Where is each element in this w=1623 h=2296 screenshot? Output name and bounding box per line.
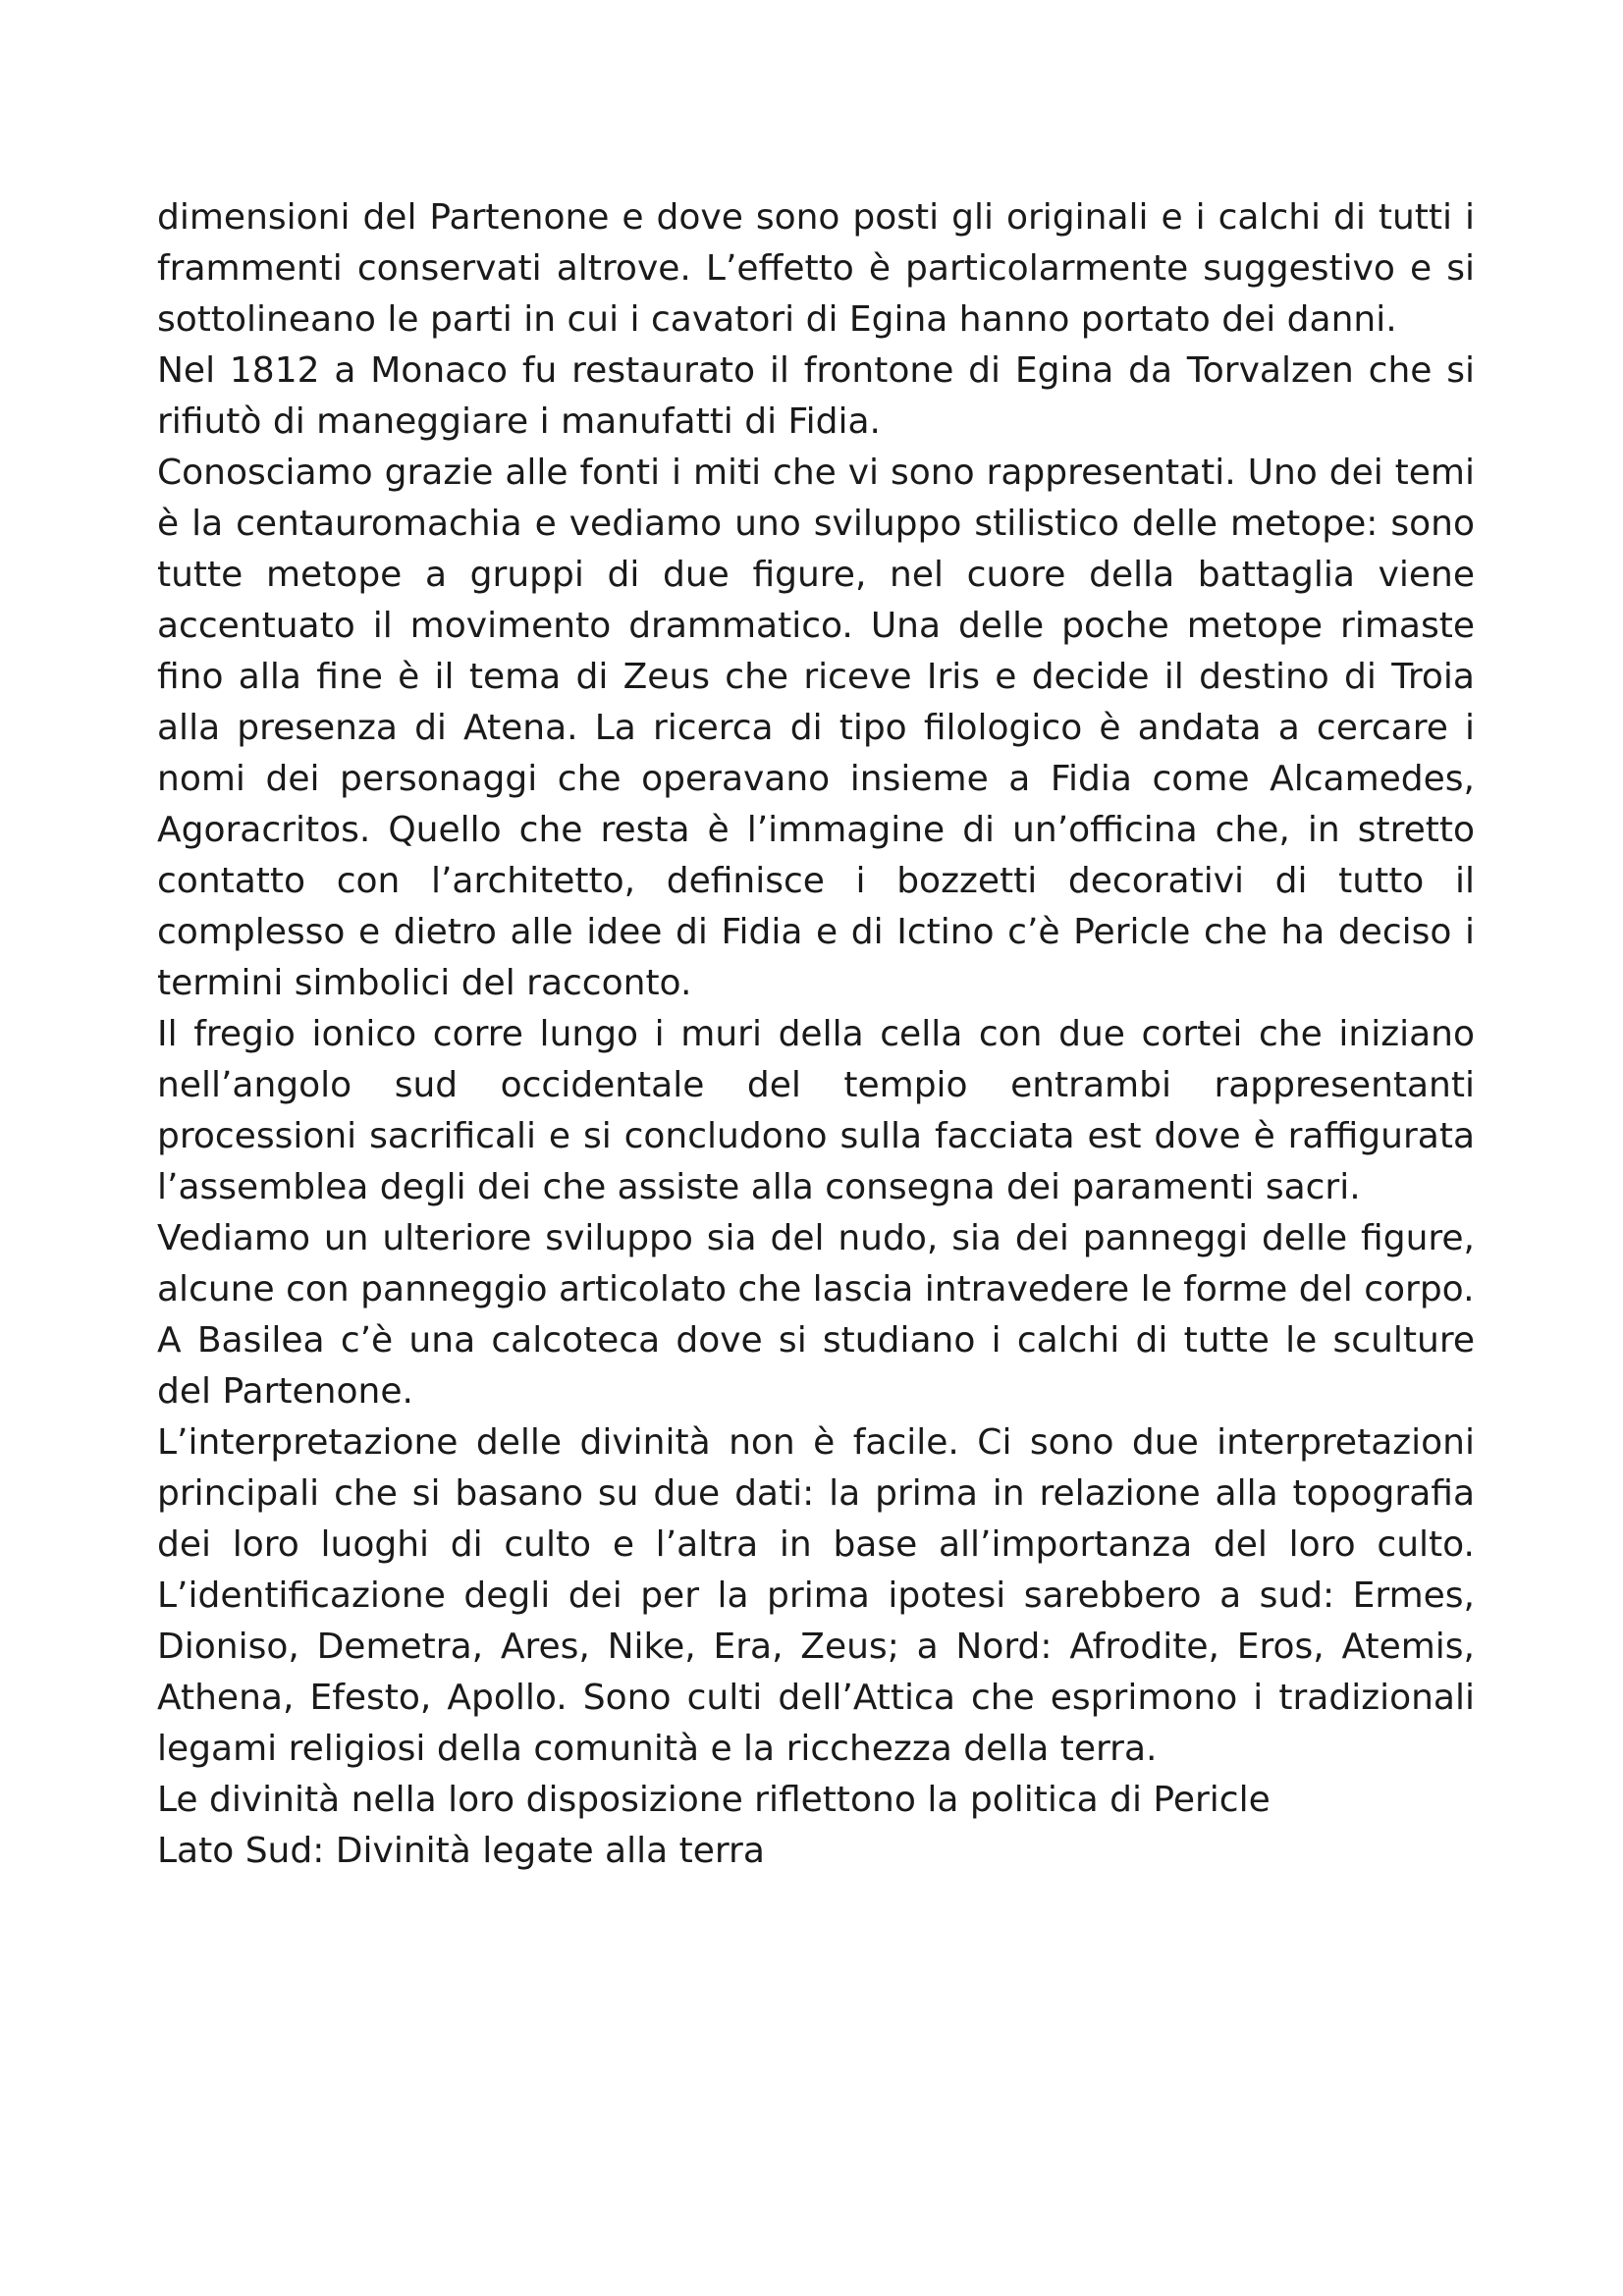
body-text bbox=[157, 192, 1475, 1877]
paragraph-ionic-frieze: Il fregio ionico corre lungo i muri della cella con due cortei che iniziano nell’angolo sud occidentale del tempio entrambi rappresentanti processioni sacrificali e si concludono sulla facciata est dove è raffigurata l’assemblea degli dei che assiste alla consegna dei paramenti sacri. bbox=[157, 1014, 1475, 1207]
paragraph-partenone-dimensions: dimensioni del Partenone e dove sono posti gli originali e i calchi di tutti i frammenti conservati altrove. L’effetto è particolarmente suggestivo e si sottolineano le parti in cui i cavatori di Egina hanno portato dei danni. bbox=[157, 197, 1475, 340]
paragraph-divinity-interpretation: L’interpretazione delle divinità non è facile. Ci sono due interpretazioni principali che si basano su due dati: la prima in relazione alla topografia dei loro luoghi di culto e l’altra in base all’importanza del loro culto. L’identificazione degli dei per la prima ipotesi sarebbero a sud: Ermes, Dioniso, Demetra, Ares, Nike, Era, Zeus; a Nord: Afrodite, Eros, Atemis, Athena, Efesto, Apollo. Sono culti dell’Attica che esprimono i tradizionali legami religiosi della comunità e la ricchezza della terra. bbox=[157, 1422, 1475, 1769]
paragraph-metope-myths: Conosciamo grazie alle fonti i miti che vi sono rappresentati. Uno dei temi è la centauromachia e vediamo uno sviluppo stilistico delle metope: sono tutte metope a gruppi di due figure, nel cuore della battaglia viene accentuato il movimento drammatico. Una delle poche metope rimaste fino alla fine è il tema di Zeus che riceve Iris e decide il destino di Troia alla presenza di Atena. La ricerca di tipo filologico è andata a cercare i nomi dei personaggi che operavano insieme a Fidia come Alcamedes, Agoracritos. Quello che resta è l’immagine di un’officina che, in stretto contatto con l’architetto, definisce i bozzetti decorativi di tutto il complesso e dietro alle idee di Fidia e di Ictino c’è Pericle che ha deciso i termini simbolici del racconto. bbox=[157, 453, 1475, 1003]
paragraph-pericle-politics: Le divinità nella loro disposizione riflettono la politica di Pericle bbox=[157, 1780, 1271, 1820]
paragraph-drapery-development: Vediamo un ulteriore sviluppo sia del nudo, sia dei panneggi delle figure, alcune con panneggio articolato che lascia intravedere le forme del corpo. bbox=[157, 1218, 1475, 1309]
paragraph-basilea-calcoteca: A Basilea c’è una calcoteca dove si studiano i calchi di tutte le sculture del Partenone. bbox=[157, 1320, 1475, 1412]
paragraph-monaco-restoration: Nel 1812 a Monaco fu restaurato il frontone di Egina da Torvalzen che si rifiutò di maneggiare i manufatti di Fidia. bbox=[157, 350, 1475, 442]
paragraph-lato-sud: Lato Sud: Divinità legate alla terra bbox=[157, 1831, 765, 1871]
